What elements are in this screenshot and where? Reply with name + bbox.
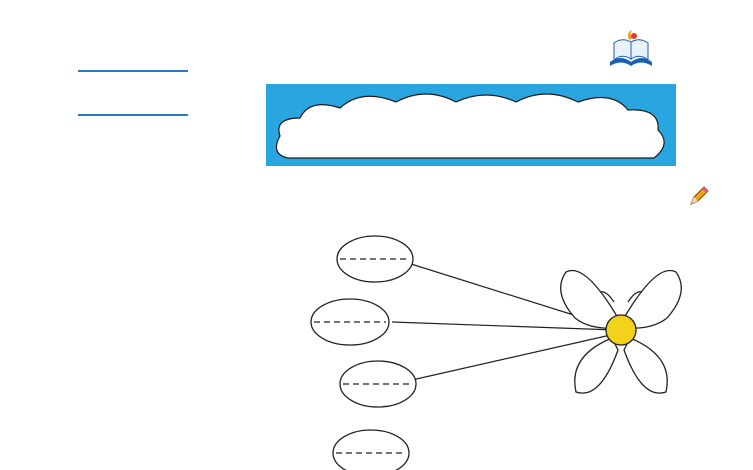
connector-line-2: [392, 322, 615, 330]
answer-oval-3[interactable]: [340, 361, 416, 407]
answer-oval-1[interactable]: [337, 236, 413, 282]
letter-circle: [606, 315, 636, 345]
answer-oval-2[interactable]: [311, 299, 389, 345]
answer-oval-4[interactable]: [333, 430, 409, 470]
